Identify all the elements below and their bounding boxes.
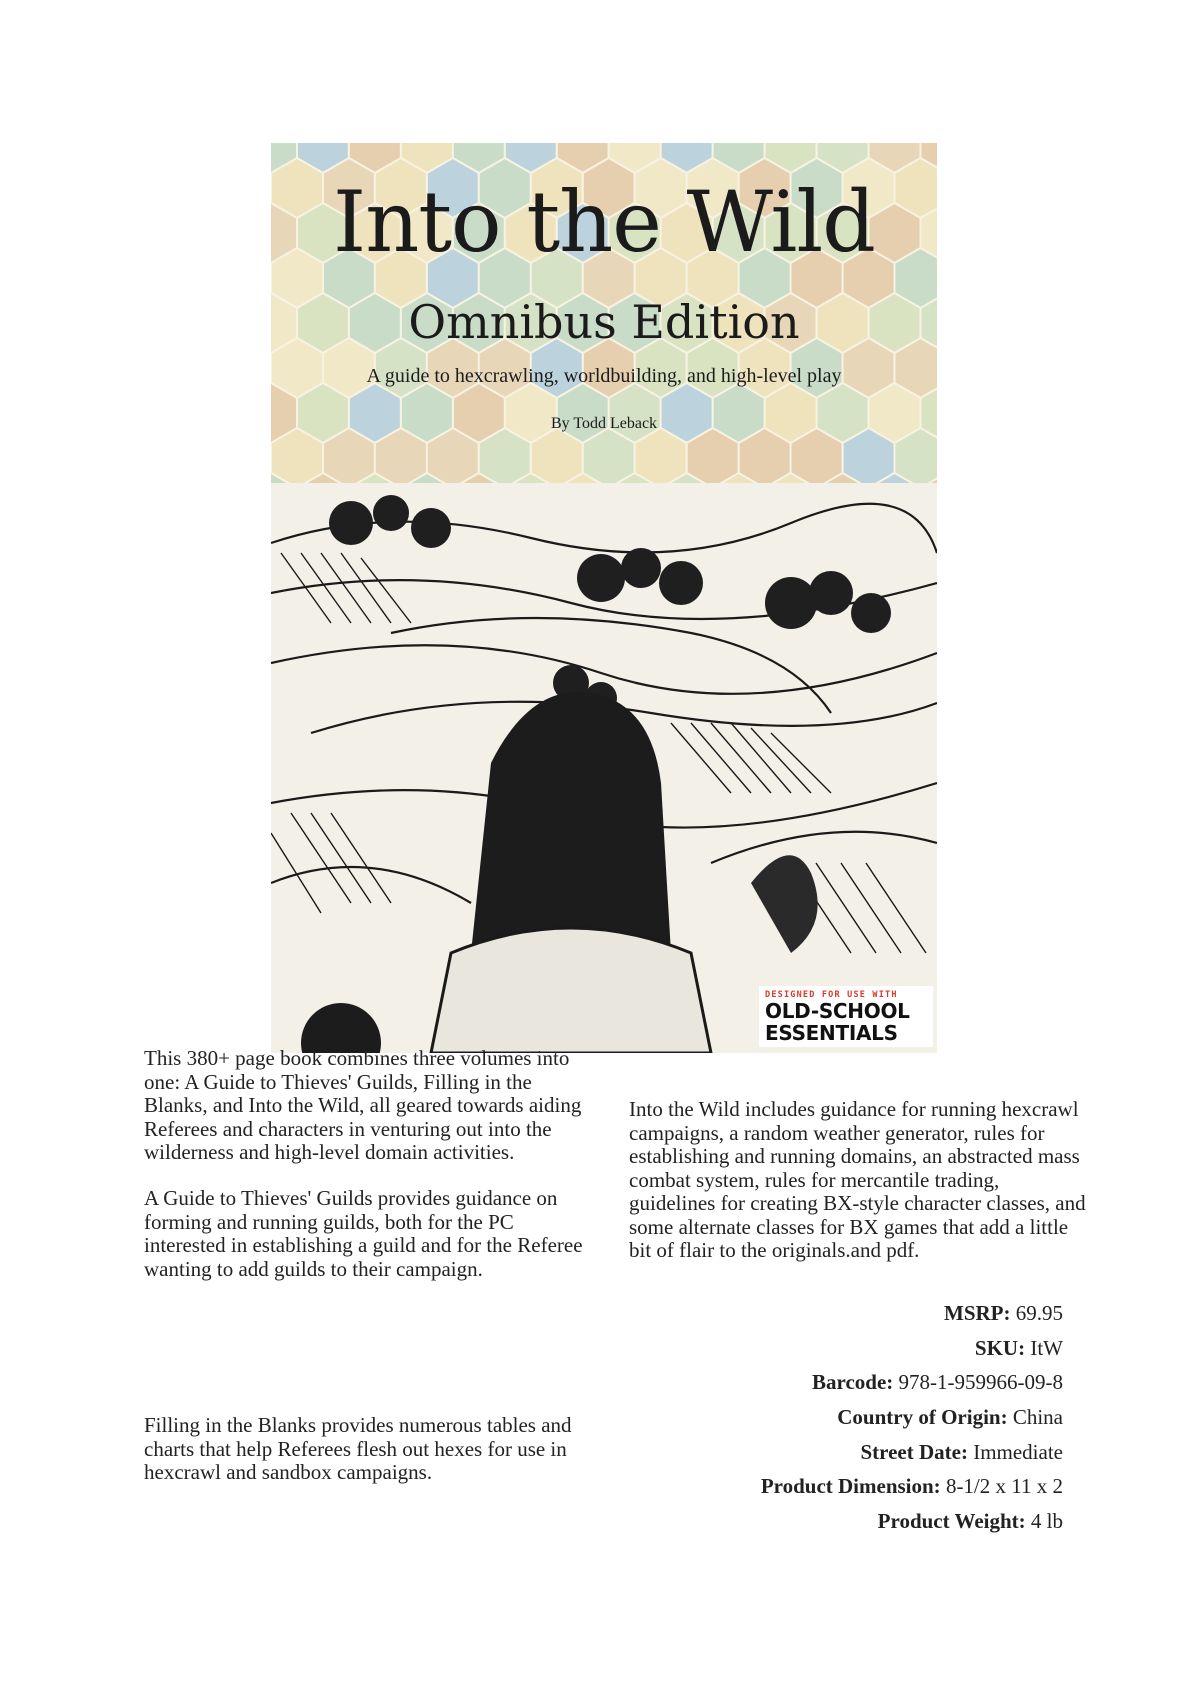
paragraph-text: A Guide to Thieves' Guilds provides guidance on forming and running guilds, both for the PC interested in establishing a guild and for the Referee wanting to add guilds to their campaign. xyxy=(144,1186,583,1281)
badge-line-2: ESSENTIALS xyxy=(765,1021,898,1045)
cover-edition: Omnibus Edition xyxy=(408,295,800,349)
spec-product-dimension: Product Dimension: 8-1/2 x 11 x 2 xyxy=(760,1474,1063,1499)
spec-sku: SKU: ItW xyxy=(974,1335,1063,1360)
paragraph-text: Filling in the Blanks provides numerous tables and charts that help Referees flesh out hexes for use in hexcrawl and sandbox campaigns. xyxy=(144,1413,572,1484)
badge-line-1: OLD-SCHOOL xyxy=(765,999,910,1023)
cover-illustration xyxy=(271,483,937,1053)
spec-country-of-origin: Country of Origin: China xyxy=(837,1405,1063,1430)
spec-street-date: Street Date: Immediate xyxy=(860,1439,1063,1464)
cover-author: By Todd Leback xyxy=(550,415,658,432)
cover-title: Into the Wild xyxy=(333,173,875,271)
paragraph-text: This 380+ page book combines three volumes into one: A Guide to Thieves' Guilds, Filling in the Blanks, and Into the Wild, all geared towards aiding Referees and characters in venturing out into the wilderness and high-level domain activities. xyxy=(144,1046,582,1164)
paragraph-text: Into the Wild includes guidance for running hexcrawl campaigns, a random weather generator, rules for establishing and running domains, an abstracted mass combat system, rules for mercantile trading, guidelines for creating BX-style character classes, and some alternate classes for BX games that add a little bit of flair to the originals.and pdf. xyxy=(629,1097,1086,1262)
badge-tagline: DESIGNED FOR USE WITH xyxy=(765,990,898,1000)
cover-subtitle: A guide to hexcrawling, worldbuilding, and high-level play xyxy=(366,365,842,387)
product-specs xyxy=(629,1296,1063,1539)
spec-msrp: MSRP: 69.95 xyxy=(944,1301,1063,1325)
ose-badge xyxy=(759,986,933,1047)
book-cover xyxy=(271,143,937,1053)
description-paragraph-4 xyxy=(629,1098,1089,1263)
description-paragraph-2 xyxy=(144,1187,584,1281)
description-paragraph-1 xyxy=(144,1047,584,1165)
spec-barcode: Barcode: 978-1-959966-09-8 xyxy=(812,1370,1063,1395)
valley-illustration xyxy=(271,483,937,1053)
cover-hex-map-background xyxy=(271,143,937,483)
spec-product-weight: Product Weight: 4 lb xyxy=(877,1509,1063,1534)
description-paragraph-3 xyxy=(144,1414,584,1485)
